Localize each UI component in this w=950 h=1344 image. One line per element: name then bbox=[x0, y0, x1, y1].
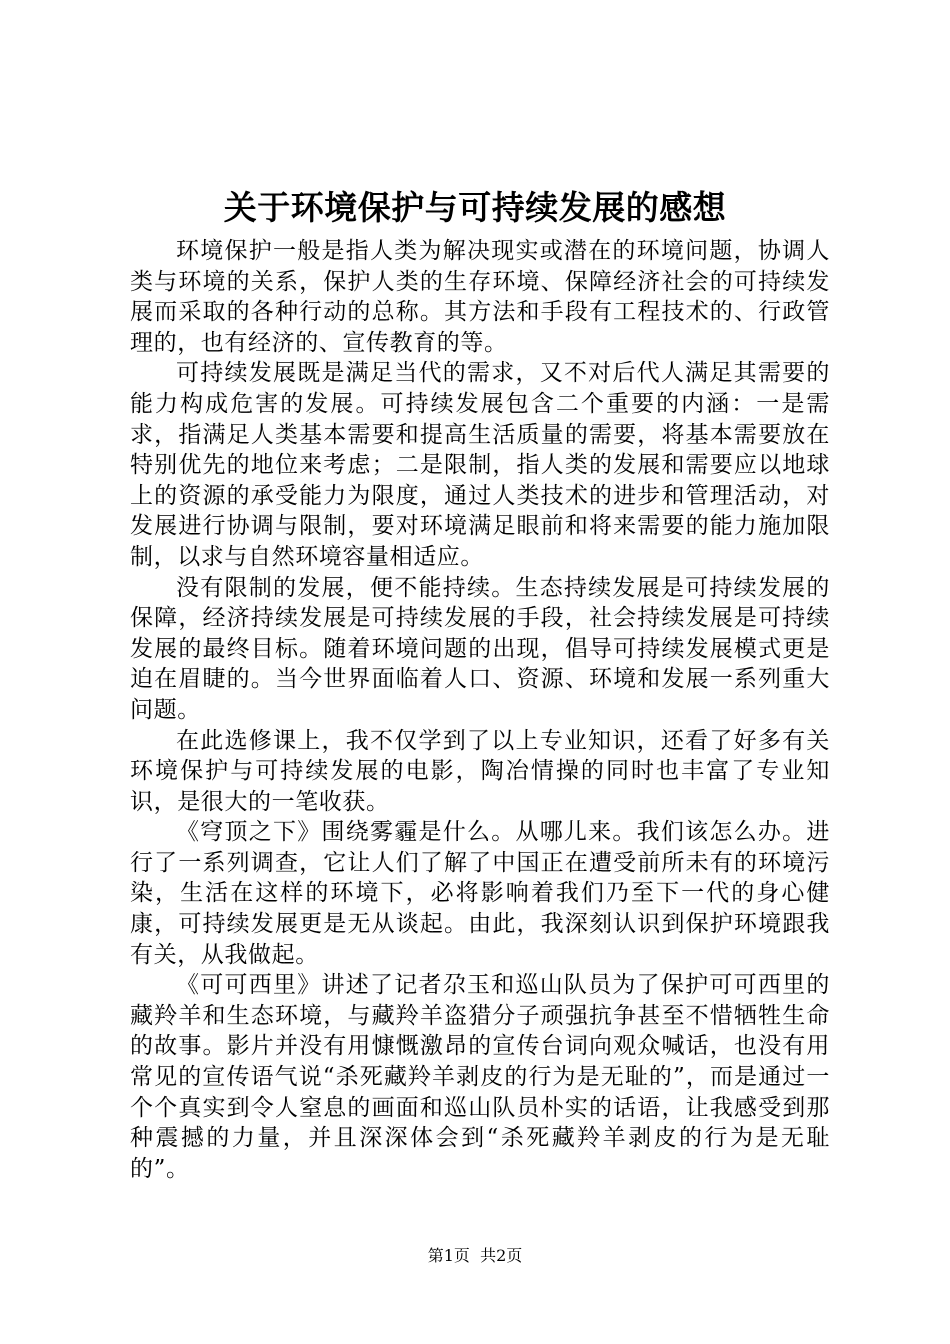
document-title: 关于环境保护与可持续发展的感想 bbox=[223, 188, 727, 227]
paragraph-1: 环境保护一般是指人类为解决现实或潜在的环境问题，协调人类与环境的关系，保护人类的生存环境、保障经济社会的可持续发展而采取的各种行动的总称。其方法和手段有工程技术的、行政管理的，也有经济的、宣传教育的等。 bbox=[130, 238, 830, 356]
paragraph-3: 没有限制的发展，便不能持续。生态持续发展是可持续发展的保障，经济持续发展是可持续发展的手段，社会持续发展是可持续发展的最终目标。随着环境问题的出现，倡导可持续发展模式更是迫在眉睫的。当今世界面临着人口、资源、环境和发展一系列重大问题。 bbox=[130, 574, 830, 723]
paragraph-6: 《可可西里》讲述了记者尕玉和巡山队员为了保护可可西里的藏羚羊和生态环境，与藏羚羊盗猎分子顽强抗争甚至不惜牺牲生命的故事。影片并没有用慷慨激昂的宣传台词向观众喊话，也没有用常见的宣传语气说“杀死藏羚羊剥皮的行为是无耻的”，而是通过一个个真实到令人窒息的画面和巡山队员朴实的话语，让我感受到那种震撼的力量，并且深深体会到“杀死藏羚羊剥皮的行为是无耻的”。 bbox=[130, 972, 830, 1182]
document-body bbox=[130, 236, 830, 1184]
paragraph-5: 《穹顶之下》围绕雾霾是什么。从哪儿来。我们该怎么办。进行了一系列调查，它让人们了解了中国正在遭受前所未有的环境污染，生活在这样的环境下，必将影响着我们乃至下一代的身心健康，可持续发展更是无从谈起。由此，我深刻认识到保护环境跟我有关，从我做起。 bbox=[130, 819, 830, 968]
paragraph-2: 可持续发展既是满足当代的需求，又不对后代人满足其需要的能力构成危害的发展。可持续发展包含二个重要的内涵：一是需求，指满足人类基本需要和提高生活质量的需要，将基本需要放在特别优先的地位来考虑；二是限制，指人类的发展和需要应以地球上的资源的承受能力为限度，通过人类技术的进步和管理活动，对发展进行协调与限制，要对环境满足眼前和将来需要的能力施加限制，以求与自然环境容量相适应。 bbox=[130, 360, 830, 570]
paragraph-4: 在此选修课上，我不仅学到了以上专业知识，还看了好多有关环境保护与可持续发展的电影，陶冶情操的同时也丰富了专业知识，是很大的一笔收获。 bbox=[130, 727, 830, 815]
page-footer: 第1页 共2页 bbox=[427, 1246, 523, 1265]
